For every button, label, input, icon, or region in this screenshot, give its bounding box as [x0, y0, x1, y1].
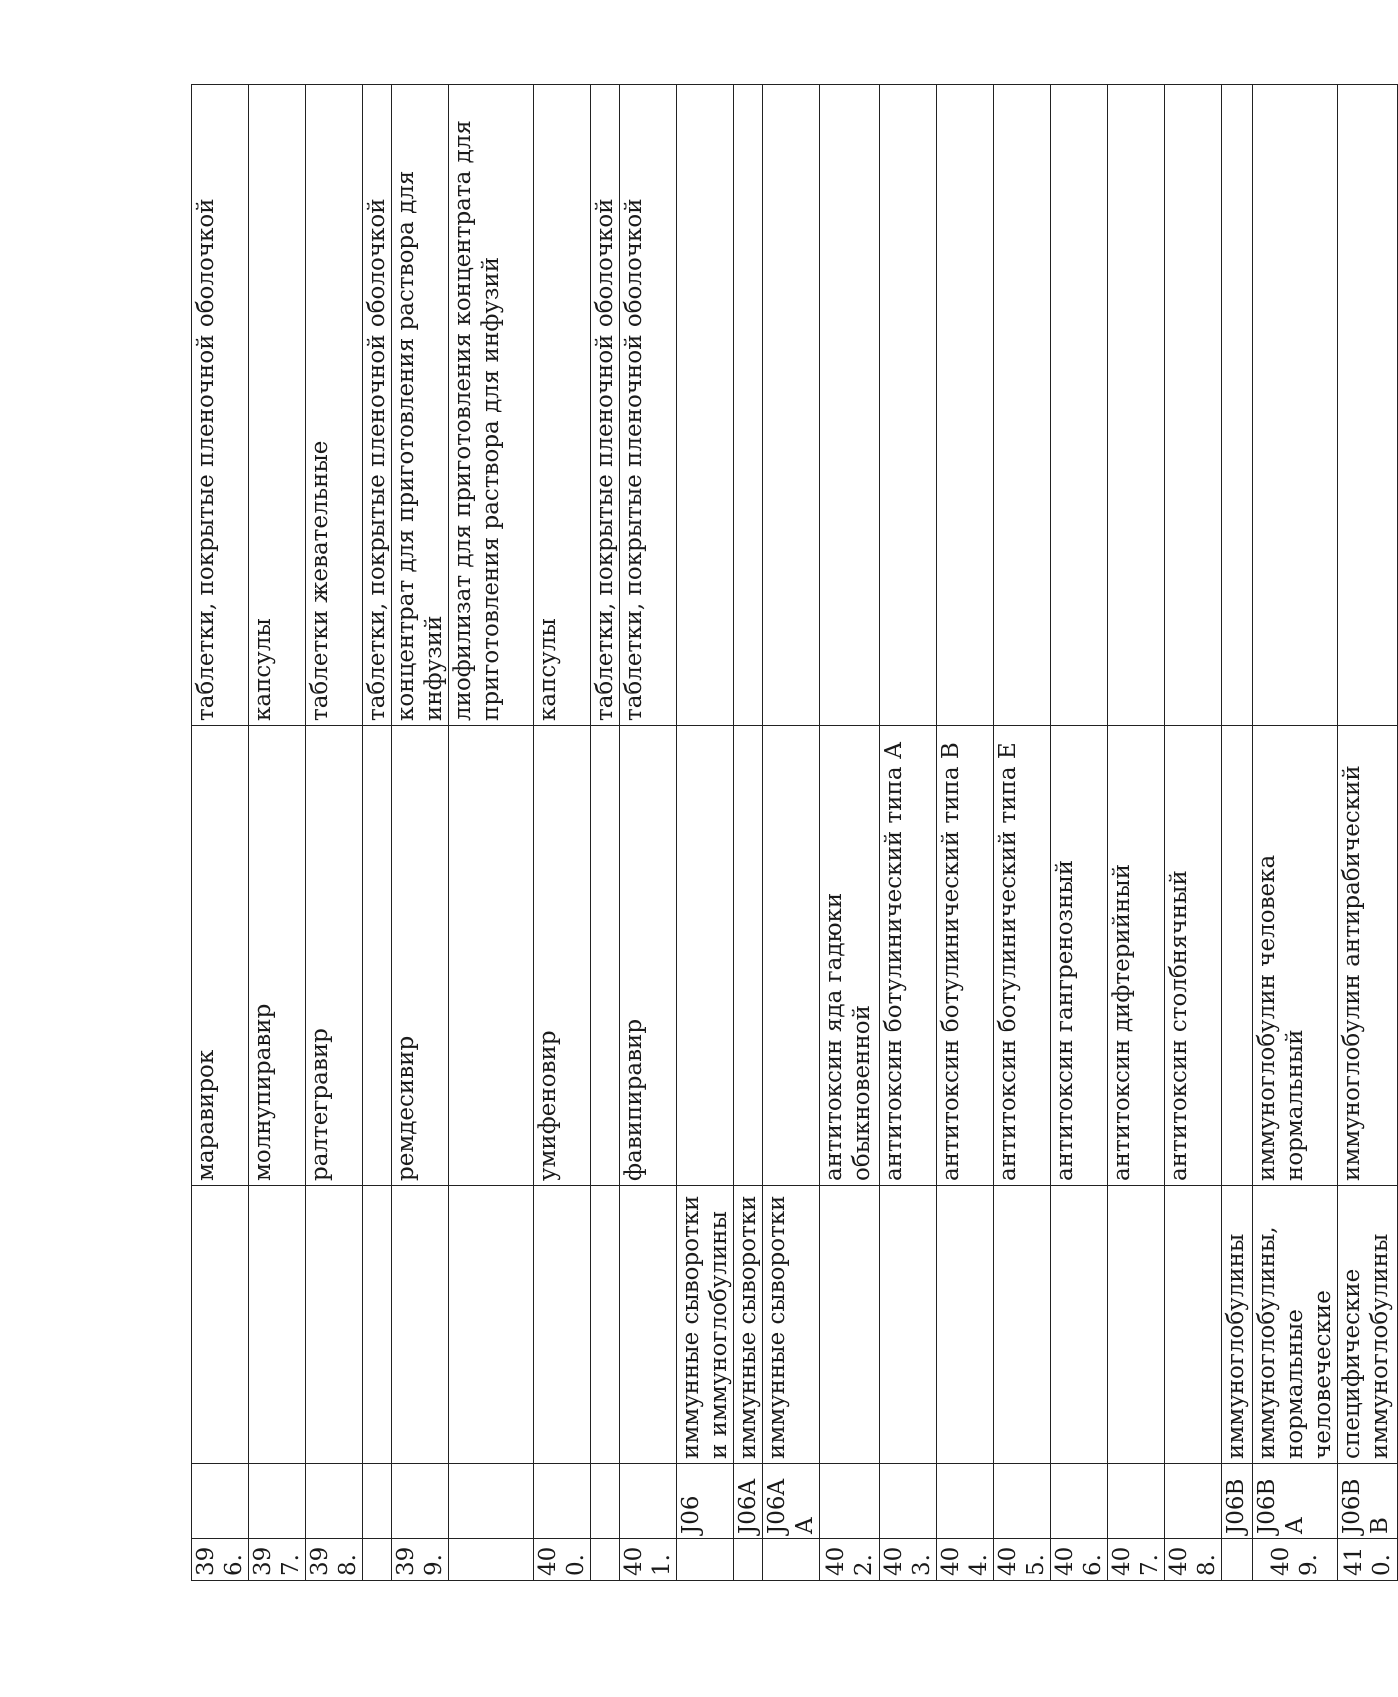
table-row: [534, 85, 591, 1581]
group-name-cell: [1051, 1186, 1108, 1464]
group-name-cell: [591, 1186, 620, 1464]
table-row: [1338, 85, 1398, 1581]
table-row: [820, 85, 880, 1581]
table-row: [449, 85, 534, 1581]
table-row: [763, 85, 820, 1581]
group-name-cell: иммуноглобулины, нормальные человеческие: [1253, 1186, 1338, 1464]
atc-code-cell: [1165, 1464, 1222, 1539]
dosage-form-cell: [1222, 85, 1253, 726]
row-number-cell: [363, 1539, 392, 1581]
dosage-form-cell: [1338, 85, 1398, 726]
row-number-cell: 408.: [1165, 1539, 1222, 1581]
atc-code-cell: [880, 1464, 937, 1539]
dosage-form-cell: [734, 85, 763, 726]
group-name-cell: иммунные сыворотки и иммуноглобулины: [677, 1186, 734, 1464]
row-number-cell: [677, 1539, 734, 1581]
row-number-cell: 403.: [880, 1539, 937, 1581]
atc-code-cell: [620, 1464, 677, 1539]
row-number-cell: 407.: [1108, 1539, 1165, 1581]
drug-name-cell: антитоксин яда гадюки обыкновенной: [820, 726, 880, 1186]
row-number-cell: [591, 1539, 620, 1581]
dosage-form-cell: [1253, 85, 1338, 726]
drug-name-cell: [363, 726, 392, 1186]
group-name-cell: специфические иммуноглобулины: [1338, 1186, 1398, 1464]
dosage-form-cell: лиофилизат для приготовления концентрата для приготовления раствора для инфузий: [449, 85, 534, 726]
dosage-form-cell: [677, 85, 734, 726]
dosage-form-cell: таблетки жевательные: [306, 85, 363, 726]
group-name-cell: [449, 1186, 534, 1464]
group-name-cell: [1165, 1186, 1222, 1464]
table-row: [363, 85, 392, 1581]
row-number-cell: [449, 1539, 534, 1581]
drug-name-cell: фавипиравир: [620, 726, 677, 1186]
row-number-cell: [1222, 1539, 1253, 1581]
drug-name-cell: ремдесивир: [392, 726, 449, 1186]
table-row: [392, 85, 449, 1581]
drug-name-cell: [449, 726, 534, 1186]
dosage-form-cell: [994, 85, 1051, 726]
atc-code-cell: [192, 1464, 249, 1539]
table-row: [249, 85, 306, 1581]
group-name-cell: иммуноглобулины: [1222, 1186, 1253, 1464]
drug-name-cell: иммуноглобулин антирабический: [1338, 726, 1398, 1186]
group-name-cell: [620, 1186, 677, 1464]
atc-code-cell: [1051, 1464, 1108, 1539]
atc-code-cell: [306, 1464, 363, 1539]
dosage-form-cell: таблетки, покрытые пленочной оболочкой: [192, 85, 249, 726]
dosage-form-cell: [880, 85, 937, 726]
group-name-cell: [363, 1186, 392, 1464]
drug-name-cell: иммуноглобулин человека нормальный: [1253, 726, 1338, 1186]
drug-name-cell: антитоксин дифтерийный: [1108, 726, 1165, 1186]
table-row: [192, 85, 249, 1581]
rotated-page: [191, 85, 1395, 1581]
atc-code-cell: [363, 1464, 392, 1539]
drug-name-cell: антитоксин гангренозный: [1051, 726, 1108, 1186]
table-row: [1051, 85, 1108, 1581]
drug-name-cell: [1222, 726, 1253, 1186]
dosage-form-cell: капсулы: [249, 85, 306, 726]
atc-code-cell: J06B: [1222, 1464, 1253, 1539]
drug-name-cell: умифеновир: [534, 726, 591, 1186]
row-number-cell: 405.: [994, 1539, 1051, 1581]
drug-name-cell: [591, 726, 620, 1186]
atc-code-cell: [534, 1464, 591, 1539]
row-number-cell: 399.: [392, 1539, 449, 1581]
dosage-form-cell: [1108, 85, 1165, 726]
atc-code-cell: J06A: [734, 1464, 763, 1539]
table-row: [1165, 85, 1222, 1581]
table-row: [1253, 85, 1338, 1581]
atc-code-cell: [249, 1464, 306, 1539]
atc-code-cell: [449, 1464, 534, 1539]
atc-code-cell: [591, 1464, 620, 1539]
drug-name-cell: антитоксин ботулинический типа В: [937, 726, 994, 1186]
drug-name-cell: антитоксин ботулинический типа Е: [994, 726, 1051, 1186]
dosage-form-cell: капсулы: [534, 85, 591, 726]
table-row: [734, 85, 763, 1581]
group-name-cell: [534, 1186, 591, 1464]
row-number-cell: 410.: [1338, 1539, 1398, 1581]
atc-code-cell: [1108, 1464, 1165, 1539]
table-row: [677, 85, 734, 1581]
drug-name-cell: молнупиравир: [249, 726, 306, 1186]
row-number-cell: 402.: [820, 1539, 880, 1581]
group-name-cell: [392, 1186, 449, 1464]
drug-name-cell: [763, 726, 820, 1186]
row-number-cell: 406.: [1051, 1539, 1108, 1581]
atc-code-cell: [820, 1464, 880, 1539]
group-name-cell: [820, 1186, 880, 1464]
drug-name-cell: [734, 726, 763, 1186]
row-number-cell: 398.: [306, 1539, 363, 1581]
group-name-cell: [249, 1186, 306, 1464]
group-name-cell: [306, 1186, 363, 1464]
row-number-cell: 397.: [249, 1539, 306, 1581]
row-number-cell: 401.: [620, 1539, 677, 1581]
table-row: [1108, 85, 1165, 1581]
drug-name-cell: антитоксин столбнячный: [1165, 726, 1222, 1186]
row-number-cell: 396.: [192, 1539, 249, 1581]
table-row: [994, 85, 1051, 1581]
dosage-form-cell: таблетки, покрытые пленочной оболочкой: [620, 85, 677, 726]
atc-code-cell: [392, 1464, 449, 1539]
dosage-form-cell: [937, 85, 994, 726]
group-name-cell: [937, 1186, 994, 1464]
table-row: [880, 85, 937, 1581]
group-name-cell: [994, 1186, 1051, 1464]
medicines-table: [191, 84, 1398, 1581]
row-number-cell: 400.: [534, 1539, 591, 1581]
atc-code-cell: [937, 1464, 994, 1539]
group-name-cell: [880, 1186, 937, 1464]
drug-name-cell: [677, 726, 734, 1186]
atc-code-cell: J06AA: [763, 1464, 820, 1539]
atc-code-cell: J06: [677, 1464, 734, 1539]
group-name-cell: [1108, 1186, 1165, 1464]
group-name-cell: [192, 1186, 249, 1464]
group-name-cell: иммунные сыворотки: [763, 1186, 820, 1464]
atc-code-cell: J06BA: [1253, 1464, 1338, 1539]
dosage-form-cell: концентрат для приготовления раствора для инфузий: [392, 85, 449, 726]
dosage-form-cell: таблетки, покрытые пленочной оболочкой: [591, 85, 620, 726]
drug-name-cell: антитоксин ботулинический типа А: [880, 726, 937, 1186]
drug-name-cell: ралтегравир: [306, 726, 363, 1186]
row-number-cell: [763, 1539, 820, 1581]
row-number-cell: 404.: [937, 1539, 994, 1581]
dosage-form-cell: [1051, 85, 1108, 726]
row-number-cell: [734, 1539, 763, 1581]
atc-code-cell: J06BB: [1338, 1464, 1398, 1539]
row-number-cell: 409.: [1253, 1539, 1338, 1581]
table-row: [937, 85, 994, 1581]
dosage-form-cell: таблетки, покрытые пленочной оболочкой: [363, 85, 392, 726]
dosage-form-cell: [1165, 85, 1222, 726]
dosage-form-cell: [763, 85, 820, 726]
table-row: [591, 85, 620, 1581]
dosage-form-cell: [820, 85, 880, 726]
table-row: [1222, 85, 1253, 1581]
group-name-cell: иммунные сыворотки: [734, 1186, 763, 1464]
table-row: [620, 85, 677, 1581]
drug-name-cell: маравирок: [192, 726, 249, 1186]
table-row: [306, 85, 363, 1581]
atc-code-cell: [994, 1464, 1051, 1539]
